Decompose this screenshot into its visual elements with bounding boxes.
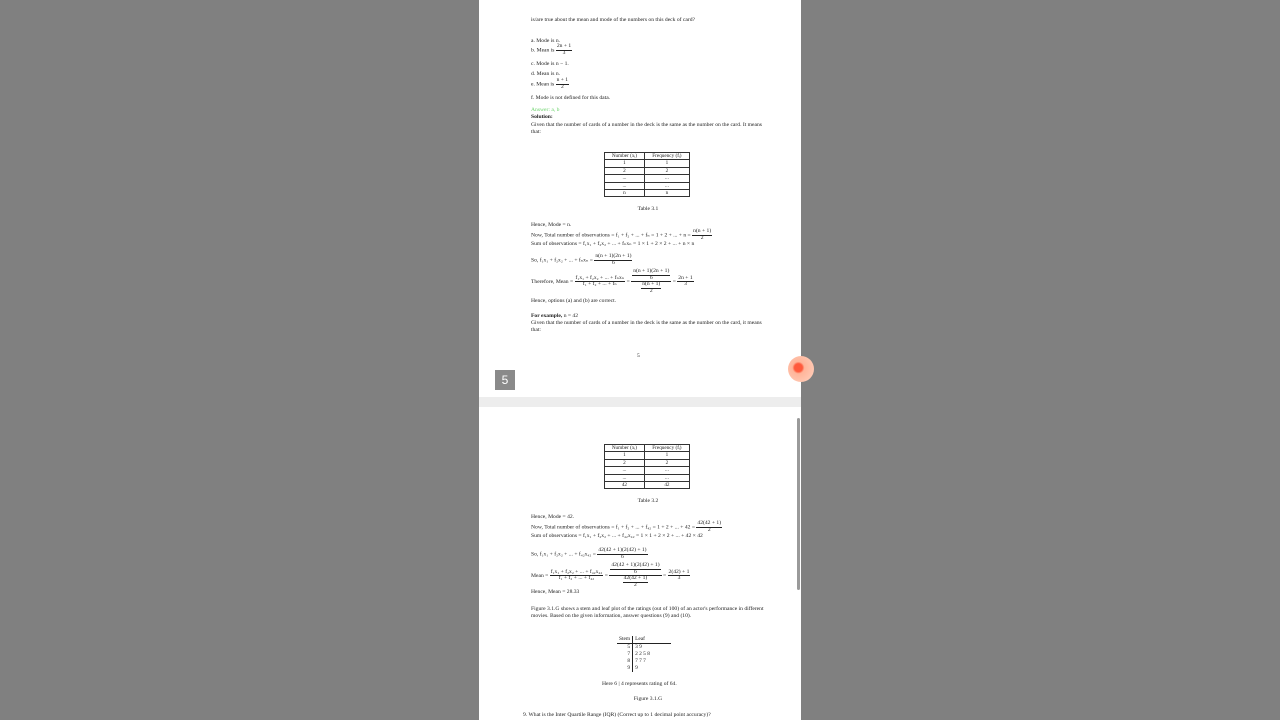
table-caption: Table 3.2	[637, 498, 659, 504]
frequency-table-n: Number (xᵢ) Frequency (fᵢ) 1 1 2 2 ... ... ... ... n n	[604, 152, 690, 197]
page-indicator-badge: 5	[495, 370, 515, 390]
sum-observations: Sum of observations = f₁x₁ + f₂x₂ + ... + f₄₂x₄₂ = 1 × 1 + 2 × 2 + ... + 42 × 42	[531, 533, 703, 539]
solution-label: Solution:	[531, 114, 553, 120]
example-heading: For example, n = 42	[531, 313, 579, 319]
sum-observations: Sum of observations = f₁x₁ + f₂x₂ + ... + fₙxₙ = 1 × 1 + 2 × 2 + ... + n × n	[531, 241, 695, 247]
answer-line: Answer: a, b	[531, 107, 560, 113]
frequency-table-42: Number (xᵢ) Frequency (fᵢ) 1 1 2 2 ... ... ... ... 42 42	[604, 444, 690, 489]
mode-result: Hence, Mode = 42.	[531, 514, 575, 520]
question-9: 9. What is the Inter Quartile Range (IQR) (Correct up to 1 decimal point accuracy)?	[523, 712, 711, 718]
page-separator	[479, 397, 801, 407]
option-b: b. Mean is $\frac{2n + 1}{3}$	[531, 43, 572, 56]
option-c: c. Mode is n − 1.	[531, 61, 569, 67]
stem-leaf-key: Here 6 | 4 represents rating of 64.	[602, 681, 677, 687]
pdf-viewer	[479, 0, 801, 720]
sum-formula: So, f₁x₁ + f₂x₂ + ... + f₄₂x₄₂ = $\frac{42(42 + 1)(2(42) + 1)}{6}$	[531, 547, 647, 560]
mode-result: Hence, Mode = n.	[531, 222, 572, 228]
table-caption: Table 3.1	[637, 206, 659, 212]
figure-caption: Figure 3.1.G	[633, 696, 663, 702]
solution-intro: Given that the number of cards of a number in the deck is the same as the number on the card. It means that:	[531, 122, 762, 136]
example-intro: Given that the number of cards of a number in the deck is the same as the number on the card, it means that:	[531, 320, 762, 334]
option-e: e. Mean is $\frac{n + 1}{2}$	[531, 77, 569, 90]
document-page-5	[479, 0, 801, 397]
page-number: 5	[637, 353, 640, 359]
total-observations: Now, Total number of observations = f₁ + f₂ + ... + f₄₂ = 1 + 2 + ... + 42 = $\frac{42(42 + 1)}{2}$	[531, 520, 722, 533]
option-a: a. Mode is n.	[531, 38, 561, 44]
option-d: d. Mean is n.	[531, 71, 561, 77]
figure-intro: Figure 3.1.G shows a stem and leaf plot of the ratings (out of 100) of an actor's performance in different movies. Based on the given information, answer questions (9) and (10).	[531, 606, 764, 620]
stem-leaf-plot: Stem Leaf 5 3 9 7 2 2 5 8 8 7 7 7 9 9	[617, 636, 671, 672]
mean-derivation: Therefore, Mean = $\frac{\text{f₁x₁ + f₂x₂ + ... + fₙxₙ}}{\text{f₁ + f₂ + ... + fₙ}}$ = $\frac{\frac{n(n + 1)(2n + 1)}{6}}{\frac{n(n + 1)}{2}}$ = $\frac{2n + 1}{3}$	[531, 268, 693, 294]
question-tail: is/are true about the mean and mode of the numbers on this deck of card?	[531, 17, 696, 23]
sum-formula: So, f₁x₁ + f₂x₂ + ... + fₙxₙ = $\frac{n(n + 1)(2n + 1)}{6}$	[531, 253, 632, 266]
mean-derivation: Mean = $\frac{\text{f₁x₁ + f₂x₂ + ... + f₄₂x₄₂}}{\text{f₁ + f₂ + ... + f₄₂}}$ = $\frac{\frac{42(42 + 1)(2(42) + 1)}{6}}{\frac{42(42 + 1)}{2}}$ = $\frac{2(42) + 1}{3}$	[531, 562, 690, 588]
document-page-6	[479, 407, 801, 720]
record-indicator-icon	[788, 356, 814, 382]
hence-options: Hence, options (a) and (b) are correct.	[531, 298, 617, 304]
vertical-scrollbar[interactable]	[797, 418, 800, 590]
option-f: f. Mode is not defined for this data.	[531, 95, 611, 101]
mean-value: Hence, Mean = 28.33	[531, 589, 580, 595]
total-observations: Now, Total number of observations = f₁ + f₂ + ... + fₙ = 1 + 2 + ... + n = $\frac{n(n + 1)}{2}$	[531, 228, 712, 241]
